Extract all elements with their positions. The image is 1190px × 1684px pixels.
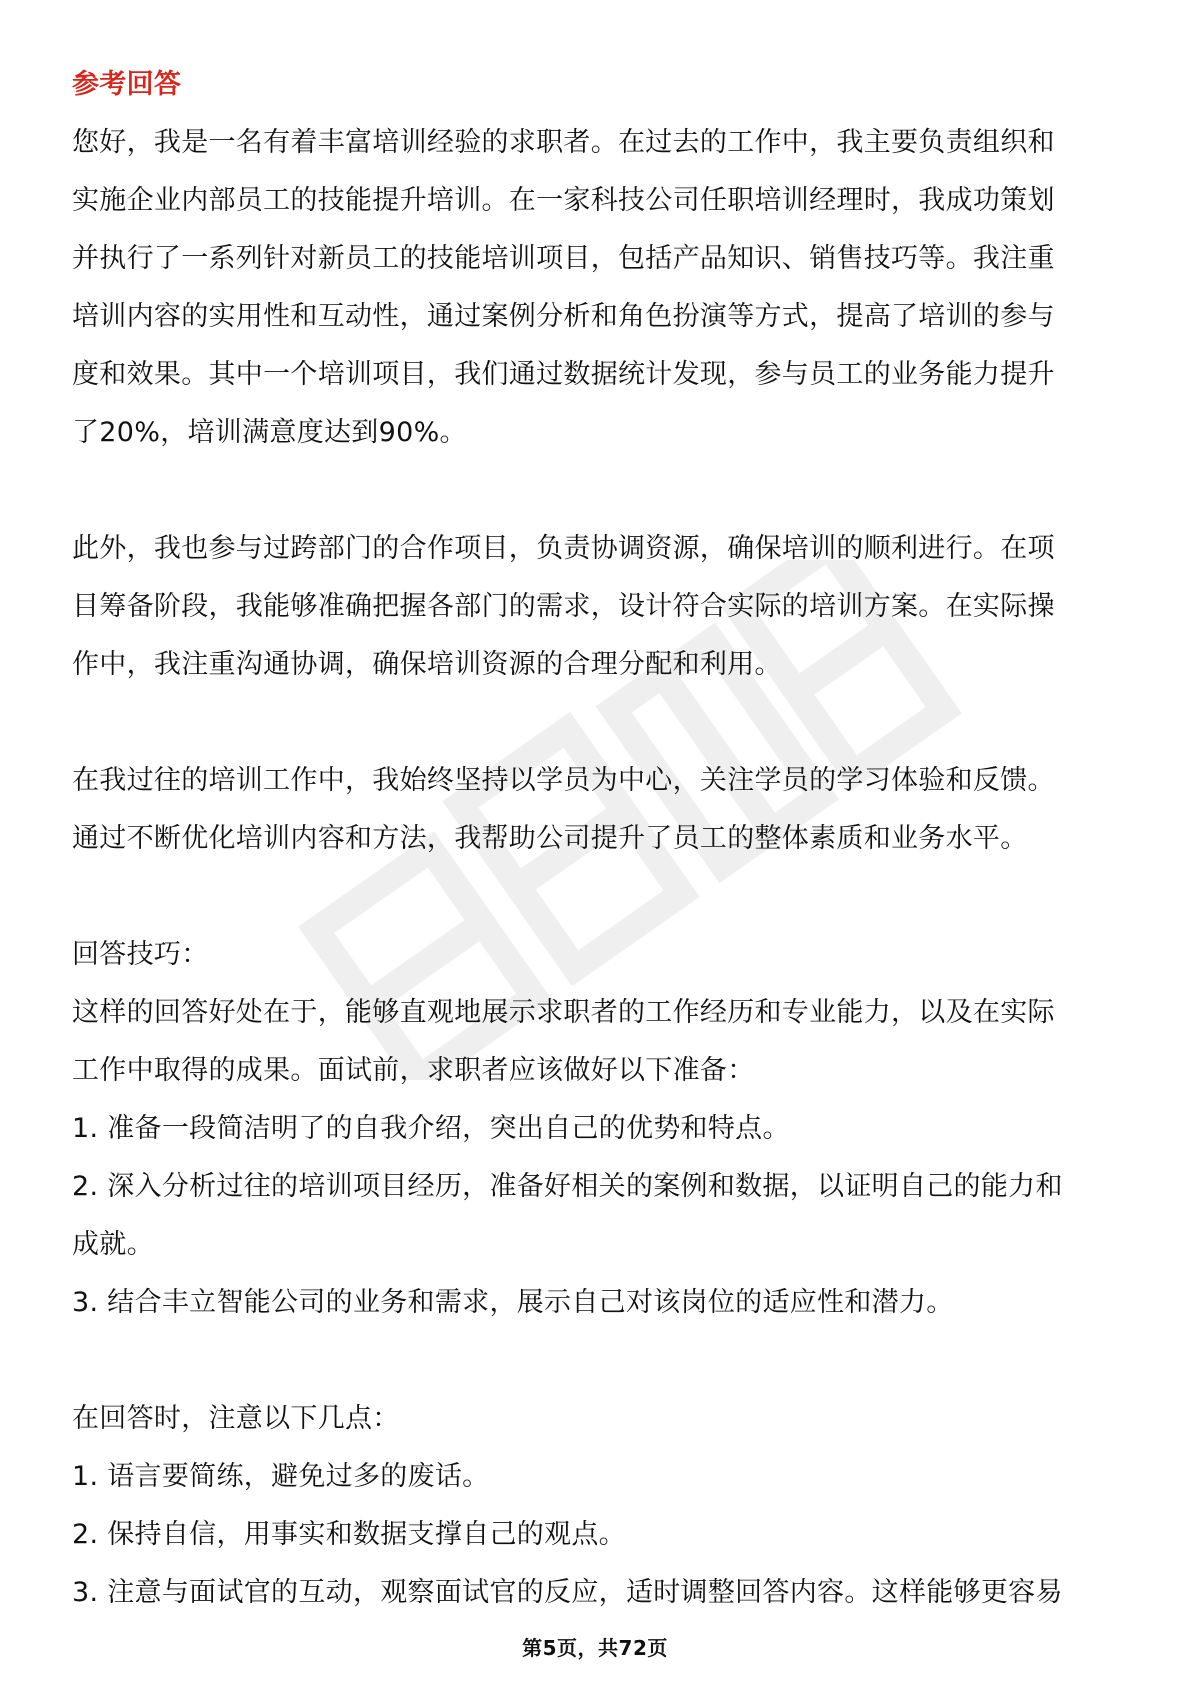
note-list-item: 3. 注意与面试官的互动，观察面试官的反应，适时调整回答内容。这样能够更容易 [72,1577,1063,1608]
paragraph-line: 工作中取得的成果。面试前，求职者应该做好以下准备： [72,1055,755,1086]
paragraph-line: 培训内容的实用性和互动性，通过案例分析和角色扮演等方式，提高了培训的参与 [72,301,1055,332]
paragraph-line: 通过不断优化培训内容和方法，我帮助公司提升了员工的整体素质和业务水平。 [72,823,1028,854]
paragraph-gap [72,1324,1120,1382]
paragraph-line: 度和效果。其中一个培训项目，我们通过数据统计发现，参与员工的业务能力提升 [72,359,1055,390]
notes-title: 在回答时，注意以下几点： [72,1403,400,1434]
tips-title: 回答技巧： [72,939,209,970]
paragraph-gap [72,686,1120,744]
paragraph-gap [72,860,1120,918]
paragraph-line: 并执行了一系列针对新员工的技能培训项目，包括产品知识、销售技巧等。我注重 [72,243,1055,274]
prep-list-item: 3. 结合丰立智能公司的业务和需求，展示自己对该岗位的适应性和潜力。 [72,1287,954,1318]
paragraph-line: 此外，我也参与过跨部门的合作项目，负责协调资源，确保培训的顺利进行。在项 [72,533,1055,564]
paragraph-line: 了20%，培训满意度达到90%。 [72,417,467,448]
paragraph-line: 实施企业内部员工的技能提升培训。在一家科技公司任职培训经理时，我成功策划 [72,185,1055,216]
page-number: 第5页，共72页 [522,1636,668,1660]
paragraph-line: 这样的回答好处在于，能够直观地展示求职者的工作经历和专业能力，以及在实际 [72,997,1055,1028]
paragraph-line: 您好，我是一名有着丰富培训经验的求职者。在过去的工作中，我主要负责组织和 [72,127,1055,158]
paragraph-line: 作中，我注重沟通协调，确保培训资源的合理分配和利用。 [72,649,782,680]
paragraph-gap [72,454,1120,512]
note-list-item: 2. 保持自信，用事实和数据支撑自己的观点。 [72,1519,626,1550]
prep-list-item: 2. 深入分析过往的培训项目经历，准备好相关的案例和数据，以证明自己的能力和 [72,1171,1063,1202]
paragraph-line: 目筹备阶段，我能够准确把握各部门的需求，设计符合实际的培训方案。在实际操 [72,591,1055,622]
paragraph-line: 在我过往的培训工作中，我始终坚持以学员为中心，关注学员的学习体验和反馈。 [72,765,1055,796]
section-heading: 参考回答 [72,69,182,100]
note-list-item: 1. 语言要简练，避免过多的废话。 [72,1461,490,1492]
prep-list-item: 1. 准备一段简洁明了的自我介绍，突出自己的优势和特点。 [72,1113,790,1144]
prep-list-item: 成就。 [72,1229,154,1260]
answer-content [72,48,1120,1614]
